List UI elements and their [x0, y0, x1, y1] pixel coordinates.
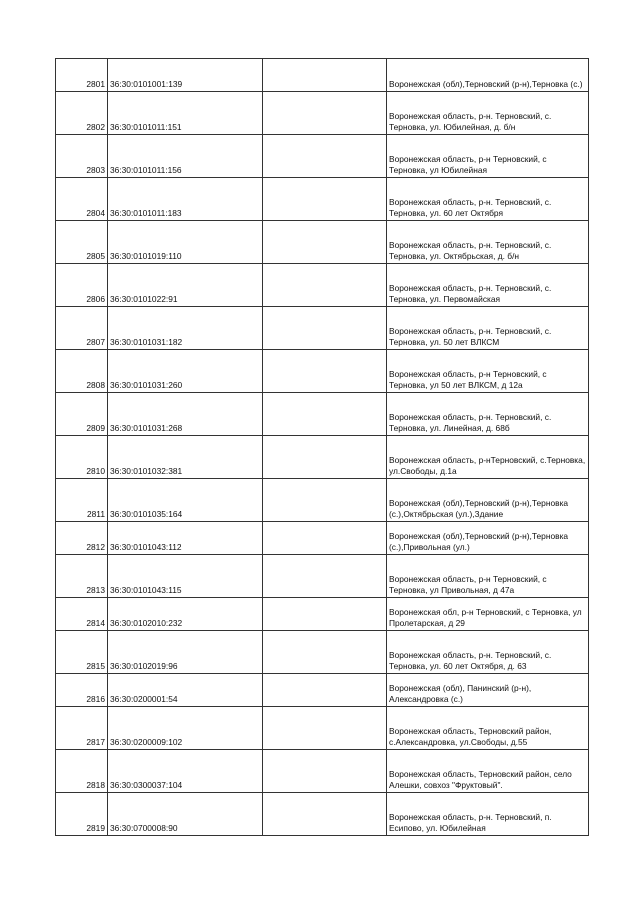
address-cell: Воронежская область, р-н Терновский, с Терновка, ул Юбилейная: [387, 135, 589, 178]
cadastral-number: 36:30:0101032:381: [108, 436, 263, 479]
empty-cell: [263, 393, 387, 436]
address-cell: Воронежская область, р-н. Терновский, с. Терновка, ул. Октябрьская, д. б/н: [387, 221, 589, 264]
address-cell: Воронежская область, р-н Терновский, с Терновка, ул 50 лет ВЛКСМ, д 12а: [387, 350, 589, 393]
cadastral-number: 36:30:0101031:182: [108, 307, 263, 350]
table-row: [56, 178, 589, 221]
row-number: 2819: [56, 793, 108, 836]
empty-cell: [263, 674, 387, 707]
row-number: 2806: [56, 264, 108, 307]
cadastral-number: 36:30:0101043:112: [108, 522, 263, 555]
address-cell: Воронежская (обл),Терновский (р-н),Терновка (с.),Привольная (ул.): [387, 522, 589, 555]
table-row: [56, 135, 589, 178]
land-registry-table: [55, 58, 589, 836]
address-cell: Воронежская область, р-н. Терновский, п. Есипово, ул. Юбилейная: [387, 793, 589, 836]
empty-cell: [263, 631, 387, 674]
empty-cell: [263, 264, 387, 307]
address-cell: Воронежская область, р-н. Терновский, с. Терновка, ул. Линейная, д. 68б: [387, 393, 589, 436]
table-row: [56, 750, 589, 793]
address-cell: Воронежская область, р-нТерновский, с.Терновка, ул.Свободы, д.1а: [387, 436, 589, 479]
table-row: [56, 350, 589, 393]
empty-cell: [263, 750, 387, 793]
cadastral-number: 36:30:0101001:139: [108, 59, 263, 92]
empty-cell: [263, 479, 387, 522]
address-cell: Воронежская область, р-н. Терновский, с. Терновка, ул. 60 лет Октября, д. 63: [387, 631, 589, 674]
cadastral-number: 36:30:0101043:115: [108, 555, 263, 598]
empty-cell: [263, 135, 387, 178]
cadastral-number: 36:30:0102010:232: [108, 598, 263, 631]
table-row: [56, 59, 589, 92]
empty-cell: [263, 178, 387, 221]
table-row: [56, 793, 589, 836]
cadastral-number: 36:30:0101035:164: [108, 479, 263, 522]
empty-cell: [263, 793, 387, 836]
cadastral-number: 36:30:0101011:183: [108, 178, 263, 221]
row-number: 2814: [56, 598, 108, 631]
address-cell: Воронежская область, Терновский район, село Алешки, совхоз "Фруктовый".: [387, 750, 589, 793]
row-number: 2810: [56, 436, 108, 479]
cadastral-number: 36:30:0200009:102: [108, 707, 263, 750]
table-row: [56, 598, 589, 631]
row-number: 2803: [56, 135, 108, 178]
table-row: [56, 631, 589, 674]
address-cell: Воронежская (обл),Терновский (р-н),Терновка (с.): [387, 59, 589, 92]
address-cell: Воронежская область, р-н. Терновский, с. Терновка, ул. Первомайская: [387, 264, 589, 307]
address-cell: Воронежская (обл),Терновский (р-н),Терновка (с.),Октябрьская (ул.),Здание: [387, 479, 589, 522]
row-number: 2816: [56, 674, 108, 707]
address-cell: Воронежская область, р-н. Терновский, с. Терновка, ул. 50 лет ВЛКСМ: [387, 307, 589, 350]
empty-cell: [263, 522, 387, 555]
empty-cell: [263, 92, 387, 135]
row-number: 2807: [56, 307, 108, 350]
row-number: 2817: [56, 707, 108, 750]
address-cell: Воронежская область, р-н. Терновский, с. Терновка, ул. 60 лет Октября: [387, 178, 589, 221]
row-number: 2805: [56, 221, 108, 264]
cadastral-number: 36:30:0101031:260: [108, 350, 263, 393]
table-row: [56, 479, 589, 522]
cadastral-number: 36:30:0101031:268: [108, 393, 263, 436]
address-cell: Воронежская область, Терновский район, с.Александровка, ул.Свободы, д.55: [387, 707, 589, 750]
row-number: 2812: [56, 522, 108, 555]
row-number: 2801: [56, 59, 108, 92]
table-row: [56, 92, 589, 135]
cadastral-number: 36:30:0700008:90: [108, 793, 263, 836]
row-number: 2818: [56, 750, 108, 793]
row-number: 2804: [56, 178, 108, 221]
table-row: [56, 221, 589, 264]
table-row: [56, 307, 589, 350]
table-row: [56, 555, 589, 598]
cadastral-number: 36:30:0300037:104: [108, 750, 263, 793]
address-cell: Воронежская (обл), Панинский (р-н), Александровка (с.): [387, 674, 589, 707]
empty-cell: [263, 59, 387, 92]
table-row: [56, 674, 589, 707]
table-row: [56, 436, 589, 479]
row-number: 2813: [56, 555, 108, 598]
empty-cell: [263, 307, 387, 350]
cadastral-number: 36:30:0102019:96: [108, 631, 263, 674]
address-cell: Воронежская область, р-н Терновский, с Терновка, ул Привольная, д 47а: [387, 555, 589, 598]
empty-cell: [263, 707, 387, 750]
table-row: [56, 264, 589, 307]
cadastral-number: 36:30:0200001:54: [108, 674, 263, 707]
address-cell: Воронежская область, р-н. Терновский, с. Терновка, ул. Юбилейная, д. б/н: [387, 92, 589, 135]
empty-cell: [263, 350, 387, 393]
address-cell: Воронежская обл, р-н Терновский, с Терновка, ул Пролетарская, д 29: [387, 598, 589, 631]
cadastral-number: 36:30:0101022:91: [108, 264, 263, 307]
table-row: [56, 522, 589, 555]
row-number: 2811: [56, 479, 108, 522]
empty-cell: [263, 221, 387, 264]
table-row: [56, 393, 589, 436]
empty-cell: [263, 436, 387, 479]
cadastral-number: 36:30:0101011:151: [108, 92, 263, 135]
table-row: [56, 707, 589, 750]
cadastral-number: 36:30:0101019:110: [108, 221, 263, 264]
empty-cell: [263, 555, 387, 598]
cadastral-number: 36:30:0101011:156: [108, 135, 263, 178]
row-number: 2802: [56, 92, 108, 135]
row-number: 2809: [56, 393, 108, 436]
row-number: 2815: [56, 631, 108, 674]
row-number: 2808: [56, 350, 108, 393]
empty-cell: [263, 598, 387, 631]
